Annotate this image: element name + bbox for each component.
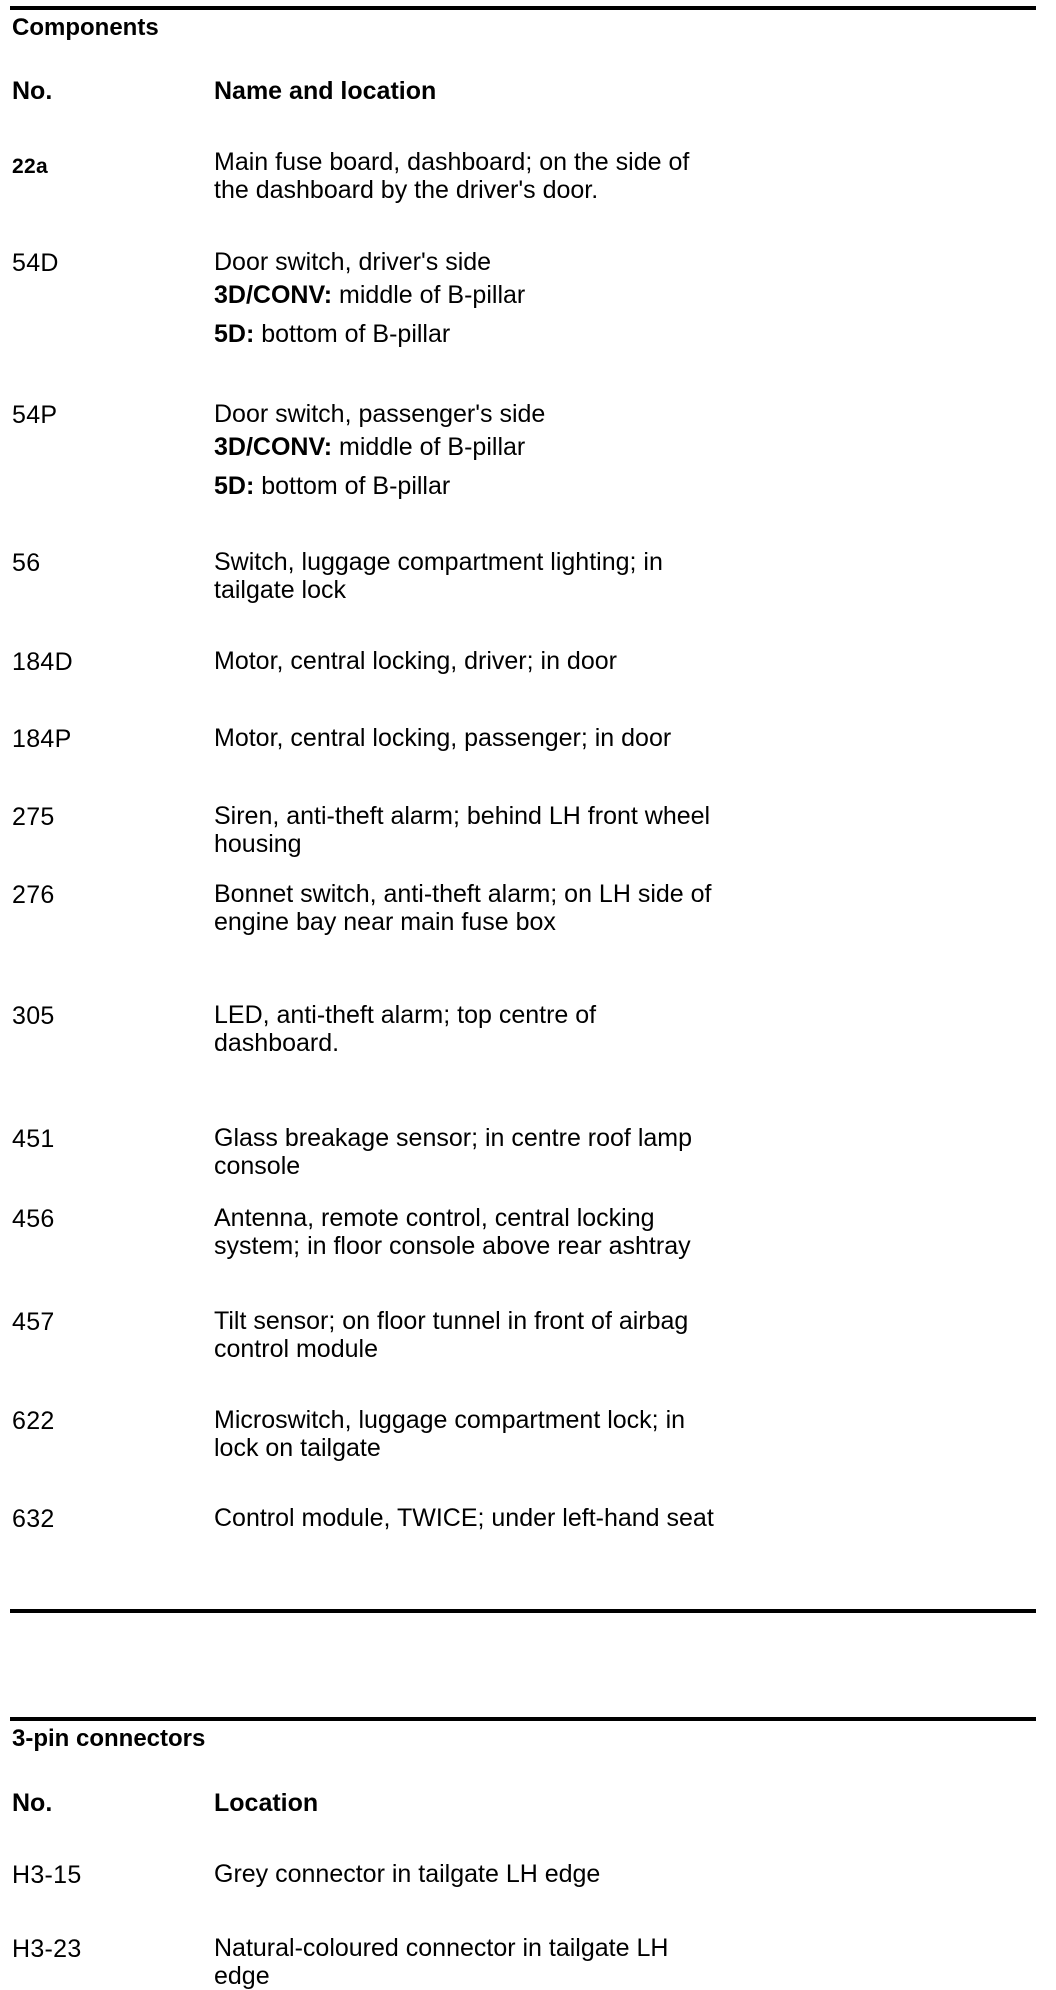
description-line: system; in floor console above rear ashtray: [214, 1232, 691, 1260]
variant-text: middle of B-pillar: [332, 281, 526, 309]
connectors-col-no: No.: [12, 1789, 53, 1817]
row-number: 275: [12, 803, 55, 831]
row-description: [214, 1307, 934, 1363]
row-description: [214, 880, 934, 936]
description-line: Door switch, driver's side: [214, 248, 492, 276]
row-description: [214, 1504, 934, 1532]
components-bottom-rule: [10, 1609, 1036, 1613]
description-line: Glass breakage sensor; in centre roof lamp: [214, 1124, 693, 1152]
variant-line: [214, 276, 934, 315]
row-number: H3-15: [12, 1861, 82, 1889]
row-description: [214, 1406, 934, 1462]
variant-line: [214, 428, 934, 467]
description-line: Door switch, passenger's side: [214, 400, 546, 428]
row-description: [214, 802, 934, 858]
row-description: [214, 724, 934, 752]
variant-label: 5D:: [214, 320, 255, 348]
description-line: Switch, luggage compartment lighting; in: [214, 548, 663, 576]
row-description: [214, 647, 934, 675]
description-line: edge: [214, 1962, 270, 1990]
row-number: 456: [12, 1205, 55, 1233]
description-line: console: [214, 1152, 301, 1180]
row-description: [214, 1860, 934, 1888]
row-number: 305: [12, 1002, 55, 1030]
description-line: Motor, central locking, passenger; in door: [214, 724, 672, 752]
variant-line: [214, 315, 934, 354]
row-number: 54P: [12, 401, 58, 429]
connectors-top-rule: [10, 1717, 1036, 1721]
connectors-col-name: Location: [214, 1789, 319, 1817]
components-col-no: No.: [12, 77, 53, 105]
description-line: the dashboard by the driver's door.: [214, 176, 599, 204]
description-line: Siren, anti-theft alarm; behind LH front wheel: [214, 802, 711, 830]
row-number: 457: [12, 1308, 55, 1336]
row-number: 56: [12, 549, 41, 577]
description-line: Bonnet switch, anti-theft alarm; on LH side of: [214, 880, 712, 908]
description-line: LED, anti-theft alarm; top centre of: [214, 1001, 597, 1029]
row-description: [214, 400, 934, 506]
variant-text: middle of B-pillar: [332, 433, 526, 461]
row-number: 22a: [12, 155, 48, 178]
description-line: Microswitch, luggage compartment lock; in: [214, 1406, 686, 1434]
top-rule: [10, 6, 1036, 10]
variant-label: 3D/CONV:: [214, 281, 333, 309]
variant-text: bottom of B-pillar: [254, 320, 451, 348]
description-line: control module: [214, 1335, 378, 1363]
row-number: 54D: [12, 249, 59, 277]
description-line: tailgate lock: [214, 576, 347, 604]
row-description: [214, 548, 934, 604]
variant-label: 3D/CONV:: [214, 433, 333, 461]
row-description: [214, 1124, 934, 1180]
description-line: engine bay near main fuse box: [214, 908, 556, 936]
variant-label: 5D:: [214, 472, 255, 500]
row-description: [214, 248, 934, 354]
row-description: [214, 1204, 934, 1260]
description-line: dashboard.: [214, 1029, 340, 1057]
row-number: 632: [12, 1505, 55, 1533]
row-number: H3-23: [12, 1935, 82, 1963]
row-number: 184D: [12, 648, 73, 676]
description-line: Antenna, remote control, central locking: [214, 1204, 655, 1232]
description-line: Natural-coloured connector in tailgate LH: [214, 1934, 669, 1962]
row-description: [214, 1001, 934, 1057]
row-number: 622: [12, 1407, 55, 1435]
description-line: lock on tailgate: [214, 1434, 381, 1462]
row-number: 184P: [12, 725, 72, 753]
description-line: Motor, central locking, driver; in door: [214, 647, 617, 675]
components-heading: Components: [12, 14, 159, 41]
variant-text: bottom of B-pillar: [254, 472, 451, 500]
row-description: [214, 1934, 934, 1990]
components-col-name: Name and location: [214, 77, 437, 105]
description-line: housing: [214, 830, 302, 858]
connectors-heading: 3-pin connectors: [12, 1725, 206, 1752]
row-description: [214, 148, 934, 204]
description-line: Grey connector in tailgate LH edge: [214, 1860, 601, 1888]
description-line: Control module, TWICE; under left-hand seat: [214, 1504, 714, 1532]
description-line: Tilt sensor; on floor tunnel in front of airbag: [214, 1307, 689, 1335]
row-number: 276: [12, 881, 55, 909]
row-number: 451: [12, 1125, 55, 1153]
description-line: Main fuse board, dashboard; on the side of: [214, 148, 690, 176]
variant-line: [214, 467, 934, 506]
